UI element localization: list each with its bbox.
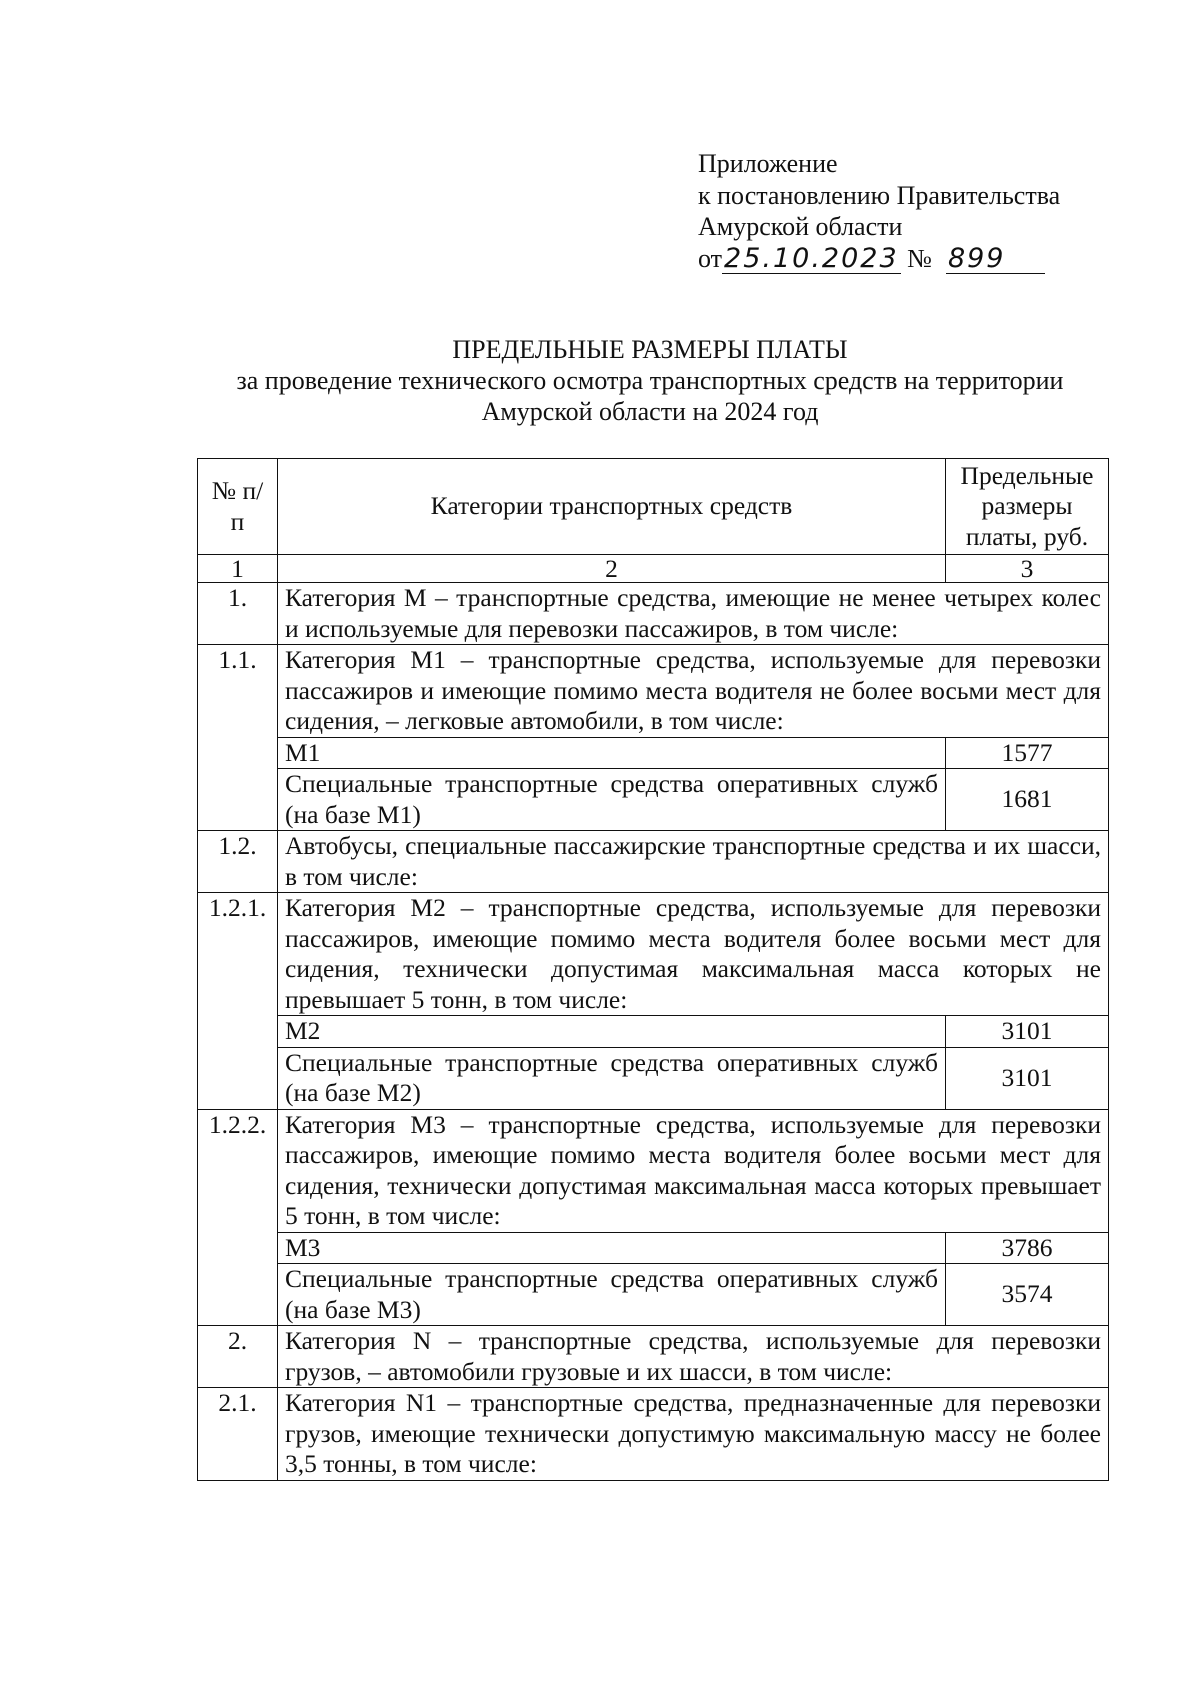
table-subrow: [198, 1047, 1109, 1109]
row-number: 1.2.2.: [198, 1109, 278, 1326]
column-number-row: [198, 555, 1109, 583]
table-row: [198, 645, 1109, 738]
row-text: Автобусы, специальные пассажирские транспортные средства и их шасси, в том числе:: [278, 831, 1109, 893]
table-row: [198, 831, 1109, 893]
table-subrow: [198, 737, 1109, 769]
document-subtitle-line-1: за проведение технического осмотра транспортных средств на территории: [236, 366, 1064, 395]
row-number: 2.1.: [198, 1388, 278, 1481]
table-row: [198, 1388, 1109, 1481]
subrow-text: М2: [278, 1016, 946, 1048]
row-text: Категория М1 – транспортные средства, используемые для перевозки пассажиров и имеющие помимо места водителя не более восьми мест для сидения, – легковые автомобили, в том числе:: [278, 645, 1109, 738]
header-num: [198, 459, 278, 555]
fee-value: 3101: [946, 1047, 1109, 1109]
fee-value: 3786: [946, 1232, 1109, 1264]
header-fee-label: Предельные размеры платы, руб.: [960, 460, 1094, 551]
subrow-text: М3: [278, 1232, 946, 1264]
document-title-block: [180, 334, 1120, 427]
subrow-text: М1: [278, 737, 946, 769]
header-category-label: Категории транспортных средств: [430, 491, 793, 521]
fee-value: 1577: [946, 737, 1109, 769]
row-number: 1.2.: [198, 831, 278, 893]
table-header-row: [198, 459, 1109, 555]
column-number-3: 3: [946, 555, 1109, 583]
document-subtitle-line-2: Амурской области на 2024 год: [481, 397, 819, 426]
row-text: Категория N – транспортные средства, используемые для перевозки грузов, – автомобили грузовые и их шасси, в том числе:: [278, 1326, 1109, 1388]
table-row: [198, 1326, 1109, 1388]
table-subrow: [198, 1016, 1109, 1048]
subrow-text: Специальные транспортные средства оперативных служб (на базе М3): [278, 1264, 946, 1326]
subrow-text: Специальные транспортные средства оперативных служб (на базе М2): [278, 1047, 946, 1109]
appendix-line-region: Амурской области: [698, 212, 903, 241]
column-number-2: 2: [278, 555, 946, 583]
subrow-text: Специальные транспортные средства оперативных служб (на базе М1): [278, 769, 946, 831]
header-category: [278, 459, 946, 555]
handwritten-date: 25.10.2023: [724, 242, 899, 274]
header-fee: [946, 459, 1109, 555]
handwritten-number: 899: [946, 245, 1045, 274]
header-num-label: № п/п: [211, 476, 264, 536]
table-subrow: [198, 1232, 1109, 1264]
document-title: ПРЕДЕЛЬНЫЕ РАЗМЕРЫ ПЛАТЫ: [452, 335, 848, 364]
fee-value: 3101: [946, 1016, 1109, 1048]
date-prefix: от: [698, 243, 723, 273]
fee-value: 1681: [946, 769, 1109, 831]
column-number-1: 1: [198, 555, 278, 583]
table-subrow: [198, 769, 1109, 831]
appendix-block: [698, 148, 1138, 274]
table-subrow: [198, 1264, 1109, 1326]
row-text: Категория М2 – транспортные средства, используемые для перевозки пассажиров, имеющие помимо места водителя более восьми мест для сидения, технически допустимая максимальная масса которых не превышает 5 тонн, в том числе:: [278, 893, 1109, 1016]
appendix-line-resolution: к постановлению Правительства: [698, 180, 1061, 210]
row-text: Категория М3 – транспортные средства, используемые для перевозки пассажиров, имеющие помимо места водителя более восьми мест для сидения, технически допустимая максимальная масса которых превышает 5 тонн, в том числе:: [278, 1109, 1109, 1232]
fee-value: 3574: [946, 1264, 1109, 1326]
appendix-date-line: [698, 243, 1138, 275]
appendix-title: Приложение: [698, 149, 838, 178]
row-number: 1.2.1.: [198, 893, 278, 1110]
row-number: 1.1.: [198, 645, 278, 831]
fees-table: [197, 458, 1109, 1481]
row-number: 1.: [198, 583, 278, 645]
number-prefix: №: [907, 243, 932, 273]
table-row: [198, 893, 1109, 1016]
row-text: Категория М – транспортные средства, имеющие не менее четырех колес и используемые для перевозки пассажиров, в том числе:: [278, 583, 1109, 645]
row-number: 2.: [198, 1326, 278, 1388]
table-row: [198, 583, 1109, 645]
row-text: Категория N1 – транспортные средства, предназначенные для перевозки грузов, имеющие технически допустимую максимальную массу не более 3,5 тонны, в том числе:: [278, 1388, 1109, 1481]
table-row: [198, 1109, 1109, 1232]
